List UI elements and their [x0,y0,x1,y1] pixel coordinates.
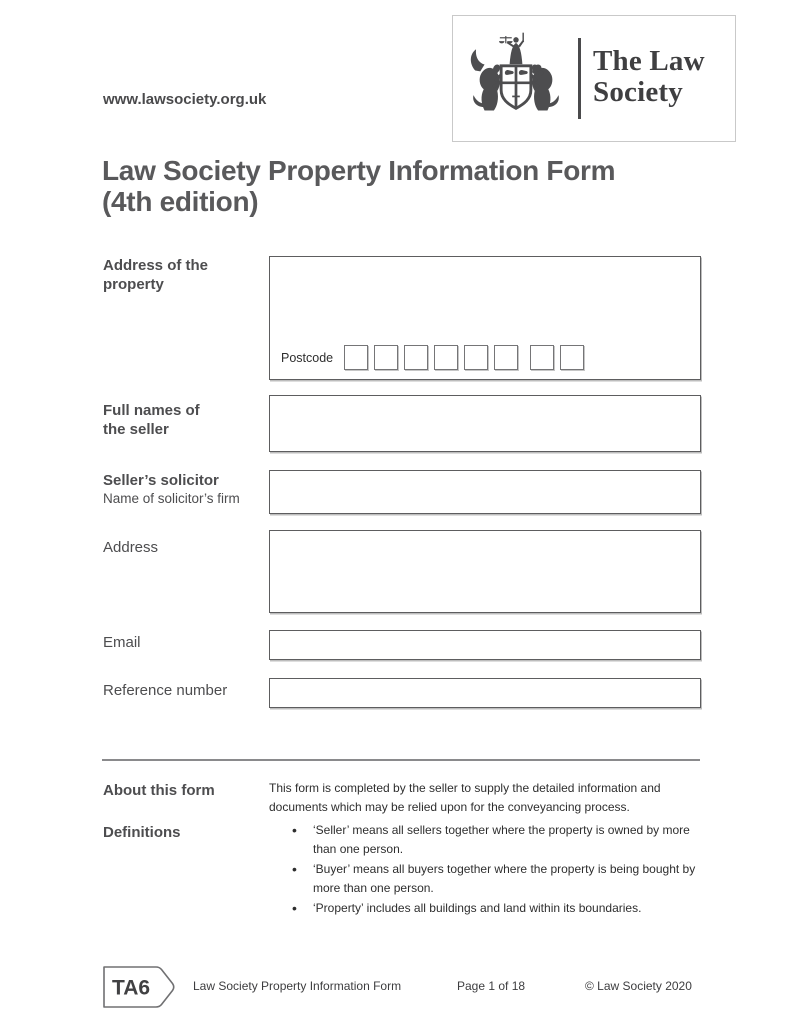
solicitor-address-input[interactable] [270,531,700,612]
logo-divider [578,38,581,119]
property-address-label: Address of the property [103,257,209,293]
solicitor-label: Seller’s solicitor Name of solicitor’s firm [103,471,263,508]
solicitor-firm-box [269,470,701,514]
section-divider [102,759,700,761]
postcode-cell-8[interactable] [560,345,584,370]
solicitor-firm-input[interactable] [270,471,700,513]
law-society-crest-icon [465,30,567,128]
postcode-cell-4[interactable] [434,345,458,370]
solicitor-address-label: Address [103,539,159,556]
footer-copyright: © Law Society 2020 [585,979,692,993]
reference-box [269,678,701,708]
logo-wordmark-line2: Society [593,76,683,108]
law-society-logo [452,15,736,142]
logo-wordmark [593,46,705,108]
logo-wordmark-line1: The Law [593,45,705,77]
definitions-list [269,821,709,920]
property-address-input[interactable] [270,257,700,335]
website-url: www.lawsociety.org.uk [103,91,267,108]
reference-label: Reference number [103,682,228,699]
page-title-line2: (4th edition) [102,186,259,217]
solicitor-sublabel: Name of solicitor’s firm [103,491,240,506]
footer-form-name: Law Society Property Information Form [193,979,402,993]
definition-seller: • ‘Seller’ means all sellers together where the property is owned by more than one person. [269,821,709,858]
email-input[interactable] [270,631,700,659]
definition-property: • ‘Property’ includes all buildings and land within its boundaries. [269,899,709,918]
property-address-box [269,256,701,380]
footer-page-number: Page 1 of 18 [457,979,526,993]
email-box [269,630,701,660]
seller-names-label: Full names of the seller [103,402,200,438]
ta6-badge-text: TA6 [111,976,151,1000]
postcode-cell-3[interactable] [404,345,428,370]
ta6-form-badge [103,966,177,1008]
solicitor-address-box [269,530,701,613]
definition-buyer: • ‘Buyer’ means all buyers together where the property is being bought by more than one person. [269,860,709,897]
postcode-cell-2[interactable] [374,345,398,370]
postcode-cell-1[interactable] [344,345,368,370]
postcode-label: Postcode [281,350,334,365]
postcode-cell-7[interactable] [530,345,554,370]
email-label: Email [103,634,141,651]
page-title-line1: Law Society Property Information Form [102,155,616,186]
postcode-cell-6[interactable] [494,345,518,370]
page-title [102,155,615,217]
reference-input[interactable] [270,679,700,707]
postcode-cell-5[interactable] [464,345,488,370]
postcode-row [281,345,590,370]
seller-names-box [269,395,701,452]
about-form-text: This form is completed by the seller to supply the detailed information and documents which may be relied upon for the conveyancing process. [269,781,661,814]
definitions-label: Definitions [103,824,181,841]
seller-names-input[interactable] [270,396,700,451]
about-form-label: About this form [103,782,215,799]
